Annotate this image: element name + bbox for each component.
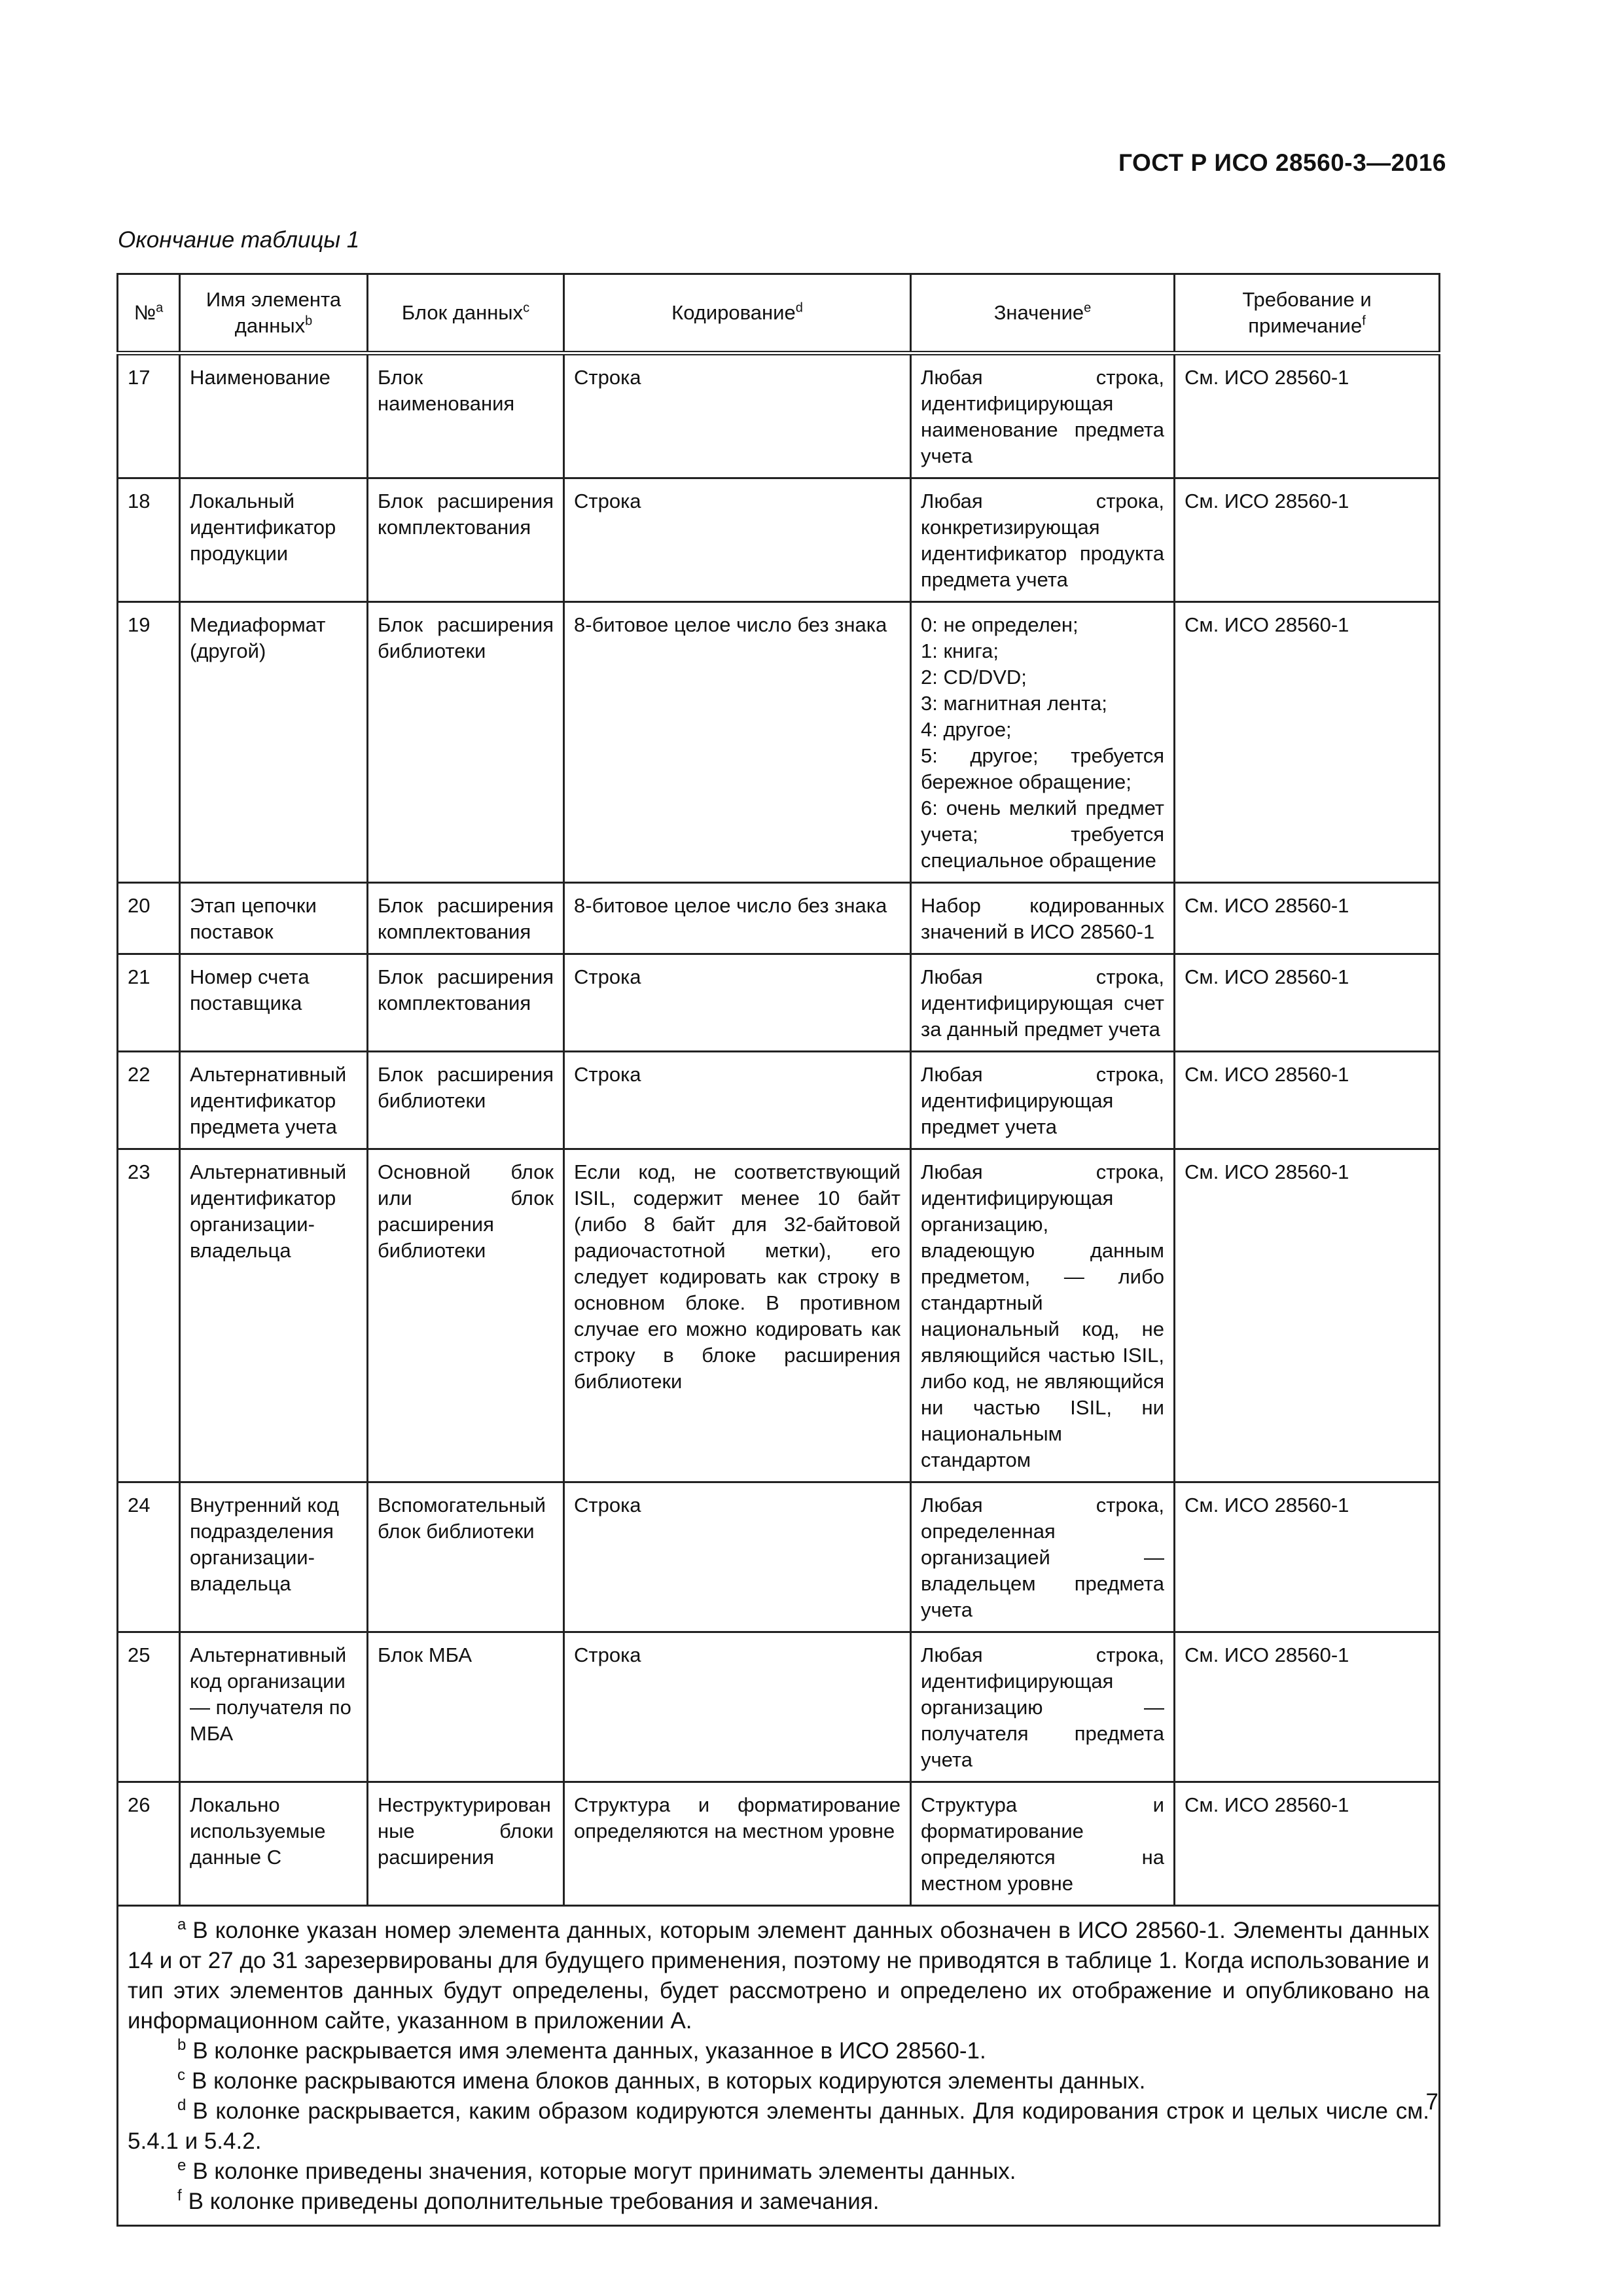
header-num: №$^a$	[118, 274, 180, 353]
cell-num: 17	[118, 353, 180, 478]
cell-name: Медиаформат (другой)	[180, 602, 368, 883]
cell-block: Блок расширения библиотеки	[368, 1052, 564, 1149]
document-code: ГОСТ Р ИСО 28560-3—2016	[1118, 149, 1446, 176]
footnote-mark: c	[177, 2066, 185, 2085]
cell-name: Этап цепочки поставок	[180, 883, 368, 954]
footnote-text: В колонке раскрывается имя элемента данных, указанное в ИСО 28560-1.	[192, 2038, 986, 2064]
cell-num: 19	[118, 602, 180, 883]
table-row	[118, 954, 1440, 1052]
table-row	[118, 602, 1440, 883]
cell-num: 24	[118, 1482, 180, 1632]
table-caption: Окончание таблицы 1	[118, 227, 360, 253]
cell-block: Вспомогательный блок библиотеки	[368, 1482, 564, 1632]
cell-encoding: Строка	[564, 1482, 911, 1632]
cell-encoding: Строка	[564, 478, 911, 602]
table-row	[118, 883, 1440, 954]
cell-note: См. ИСО 28560-1	[1175, 353, 1440, 478]
footnote-text: В колонке приведены значения, которые могут принимать элементы данных.	[192, 2159, 1016, 2184]
cell-encoding: 8-битовое целое число без знака	[564, 602, 911, 883]
cell-note: См. ИСО 28560-1	[1175, 1782, 1440, 1906]
cell-value: Любая строка, идентифицирующая наименование предмета учета	[911, 353, 1175, 478]
footnote	[128, 2187, 1429, 2217]
cell-note: См. ИСО 28560-1	[1175, 1149, 1440, 1482]
cell-note: См. ИСО 28560-1	[1175, 954, 1440, 1052]
cell-block: Блок расширения комплектования	[368, 954, 564, 1052]
cell-value: 0: не определен; 1: книга; 2: CD/DVD; 3: магнитная лента; 4: другое; 5: другое; требуется бережное обращение; 6: очень мелкий предмет учета; требуется специальное обращение	[911, 602, 1175, 883]
cell-value: Любая строка, идентифицирующая предмет учета	[911, 1052, 1175, 1149]
header-name: Имя элемента данных$^b$	[180, 274, 368, 353]
cell-num: 21	[118, 954, 180, 1052]
cell-value: Набор кодированных значений в ИСО 28560-1	[911, 883, 1175, 954]
page-number: 7	[1425, 2089, 1438, 2115]
footnote-mark: f	[177, 2187, 182, 2205]
cell-note: См. ИСО 28560-1	[1175, 1482, 1440, 1632]
table-row	[118, 1482, 1440, 1632]
cell-value: Любая строка, идентифицирующая организацию, владеющую данным предметом, — либо стандартный национальный код, не являющийся частью ISIL, либо код, не являющийся ни частью ISIL, ни национальным стандартом	[911, 1149, 1175, 1482]
footnotes-row	[118, 1906, 1440, 2226]
cell-value: Структура и форматирование определяются на местном уровне	[911, 1782, 1175, 1906]
cell-num: 18	[118, 478, 180, 602]
cell-value: Любая строка, конкретизирующая идентификатор продукта предмета учета	[911, 478, 1175, 602]
footnotes-cell	[118, 1906, 1440, 2226]
cell-block: Блок МБА	[368, 1632, 564, 1782]
cell-encoding: Строка	[564, 954, 911, 1052]
table-row	[118, 1632, 1440, 1782]
cell-name: Альтернативный идентификатор организации-владельца	[180, 1149, 368, 1482]
table-row	[118, 478, 1440, 602]
cell-block: Блок расширения комплектования	[368, 883, 564, 954]
cell-note: См. ИСО 28560-1	[1175, 883, 1440, 954]
footnote-text: В колонке приведены дополнительные требования и замечания.	[188, 2189, 880, 2214]
table	[116, 273, 1440, 2227]
cell-encoding: Строка	[564, 1632, 911, 1782]
footnote-text: В колонке раскрываются имена блоков данных, в которых кодируются элементы данных.	[192, 2068, 1146, 2094]
footnote	[128, 2096, 1429, 2157]
footnote-mark: d	[177, 2096, 187, 2115]
header-value: Значение$^e$	[911, 274, 1175, 353]
cell-name: Локально используемые данные С	[180, 1782, 368, 1906]
footnote-mark: a	[177, 1916, 187, 1934]
header-note: Требование и примечание$^f$	[1175, 274, 1440, 353]
cell-num: 26	[118, 1782, 180, 1906]
cell-value: Любая строка, идентифицирующая счет за данный предмет учета	[911, 954, 1175, 1052]
cell-note: См. ИСО 28560-1	[1175, 1632, 1440, 1782]
cell-name: Локальный идентификатор продукции	[180, 478, 368, 602]
cell-num: 25	[118, 1632, 180, 1782]
table-row	[118, 1052, 1440, 1149]
table-body	[118, 353, 1440, 1906]
footnote-mark: b	[177, 2036, 187, 2054]
footnote	[128, 2066, 1429, 2096]
cell-value: Любая строка, определенная организацией — владельцем предмета учета	[911, 1482, 1175, 1632]
cell-num: 22	[118, 1052, 180, 1149]
cell-encoding: 8-битовое целое число без знака	[564, 883, 911, 954]
cell-note: См. ИСО 28560-1	[1175, 478, 1440, 602]
footnote	[128, 2036, 1429, 2066]
cell-name: Альтернативный идентификатор предмета учета	[180, 1052, 368, 1149]
footnote	[128, 2157, 1429, 2187]
table-row	[118, 1149, 1440, 1482]
footnote-mark: e	[177, 2157, 187, 2175]
footnote	[128, 1916, 1429, 2036]
table-row	[118, 1782, 1440, 1906]
cell-encoding: Если код, не соответствующий ISIL, содержит менее 10 байт (либо 8 байт для 32-байтовой радиочастотной метки), его следует кодировать как строку в основном блоке. В противном случае его можно кодировать как строку в блоке расширения библиотеки	[564, 1149, 911, 1482]
cell-encoding: Строка	[564, 353, 911, 478]
cell-block: Блок расширения комплектования	[368, 478, 564, 602]
cell-num: 23	[118, 1149, 180, 1482]
cell-name: Номер счета поставщика	[180, 954, 368, 1052]
header-encoding: Кодирование$^d$	[564, 274, 911, 353]
table-header-row	[118, 274, 1440, 353]
cell-num: 20	[118, 883, 180, 954]
data-elements-table	[116, 273, 1438, 2227]
cell-block: Блок расширения библиотеки	[368, 602, 564, 883]
cell-encoding: Структура и форматирование определяются на местном уровне	[564, 1782, 911, 1906]
footnote-text: В колонке раскрывается, каким образом кодируются элементы данных. Для кодирования строк и целых числе см. 5.4.1 и 5.4.2.	[128, 2098, 1429, 2154]
cell-note: См. ИСО 28560-1	[1175, 1052, 1440, 1149]
cell-name: Наименование	[180, 353, 368, 478]
cell-note: См. ИСО 28560-1	[1175, 602, 1440, 883]
header-block: Блок данных$^c$	[368, 274, 564, 353]
cell-block: Блок наименования	[368, 353, 564, 478]
cell-name: Внутренний код подразделения организации-владельца	[180, 1482, 368, 1632]
cell-name: Альтернативный код организации — получателя по МБА	[180, 1632, 368, 1782]
cell-block: Неструктурированные блоки расширения	[368, 1782, 564, 1906]
cell-value: Любая строка, идентифицирующая организацию — получателя предмета учета	[911, 1632, 1175, 1782]
footnote-text: В колонке указан номер элемента данных, которым элемент данных обозначен в ИСО 28560-1. Элементы данных 14 и от 27 до 31 зарезервированы для будущего применения, поэтому не приводятся в таблице 1. Когда использование и тип этих элементов данных будут определены, будет рассмотрено и определено их отображение и опубликовано на информационном сайте, указанном в приложении А.	[128, 1918, 1429, 2034]
cell-encoding: Строка	[564, 1052, 911, 1149]
table-row	[118, 353, 1440, 478]
cell-block: Основной блок или блок расширения библиотеки	[368, 1149, 564, 1482]
